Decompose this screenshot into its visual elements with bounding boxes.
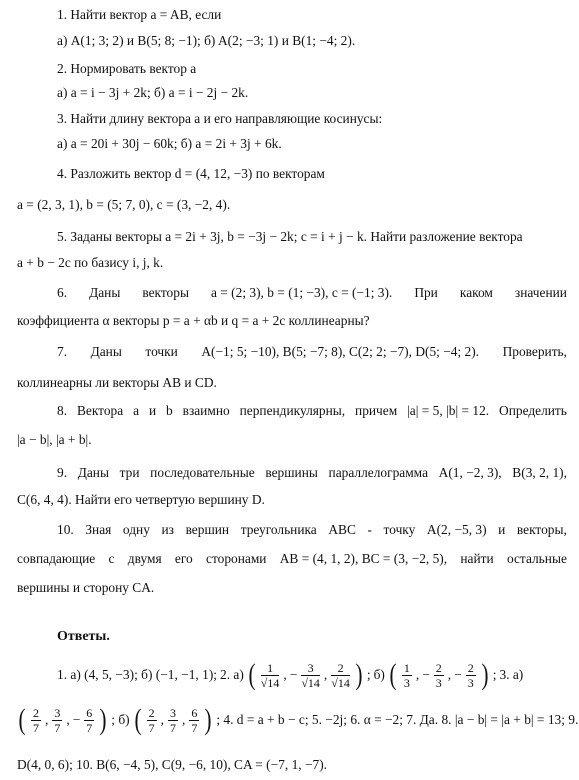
problem-10-line-1: 10. Зная одну из вершин треугольника ABC - точку A(2, −5, 3) и векторы, [57, 522, 567, 537]
fraction: $\frac{3}{√14}$ [301, 660, 320, 690]
problem-1-head: 1. Найти вектор a = AB, если [57, 7, 222, 22]
problem-5-line-1: 5. Заданы векторы a = 2i + 3j, b = −3j − 2k; c = i + j − k. Найти разложение вектора [57, 229, 523, 244]
problem-4-head: 4. Разложить вектор d = (4, 12, −3) по векторам [57, 166, 325, 181]
answers-title: Ответы. [57, 629, 110, 644]
fraction: $\frac{1}{3}$ [403, 660, 410, 690]
problem-4-vectors: a = (2, 3, 1), b = (5; 7, 0), c = (3, −2, 4). [17, 197, 231, 212]
fraction: $\frac{3}{7}$ [169, 705, 176, 735]
fraction: $\frac{2}{√14}$ [331, 660, 350, 690]
fraction: $\frac{6}{7}$ [86, 705, 93, 735]
answers-line-3: D(4, 0, 6); 10. B(6, −4, 5), C(9, −6, 10), CA = (−7, 1, −7). [17, 757, 328, 772]
problem-6-line-1: 6. Даны векторы a = (2; 3), b = (1; −3), c = (−1; 3). При каком значении [57, 285, 567, 300]
problem-10-line-3: вершины и сторону CA. [17, 580, 155, 595]
problem-2-variants: а) a = i − 3j + 2k; б) a = i − 2j − 2k. [57, 85, 249, 100]
problem-7-line-1: 7. Даны точки A(−1; 5; −10), B(5; −7; 8), C(2; 2; −7), D(5; −4; 2). Проверить, [57, 344, 567, 359]
answers-line-2: ( $\frac{2}{7}$ , $\frac{3}{7}$ , − $\frac{6}{7}$ ) ; б) ( $\frac{2}{7}$ , $\frac{3}{7}$ , $\frac{6}{7}$ ) ; 4. d = a + b − c; 5. −2j; 6. α = −2; 7. Да. 8. |a − b| = |a + b| = 13; 9. [18, 703, 579, 736]
fraction: $\frac{2}{7}$ [33, 705, 39, 735]
fraction: $\frac{1}{√14}$ [260, 660, 280, 690]
problem-8-line-1: 8. Вектора a и b взаимно перпендикулярны, причем |a| = 5, |b| = 12. Определить [57, 403, 567, 418]
problem-3-head: 3. Найти длину вектора a и его направляющие косинусы: [57, 111, 383, 126]
fraction: $\frac{6}{7}$ [191, 705, 198, 735]
problem-5-line-2: a + b − 2c по базису i, j, k. [17, 255, 164, 270]
problem-2-head: 2. Нормировать вектор a [57, 61, 197, 76]
answers-line-1: 1. а) (4, 5, −3); б) (−1, −1, 1); 2. а) ( $\frac{1}{√14}$ , − $\frac{3}{√14}$ , $\frac{2}{√14}$ ) ; б) ( $\frac{1}{3}$ , − $\frac{2}{3}$ , − $\frac{2}{3}$ ) ; 3. а) [57, 658, 524, 691]
problem-9-line-2: C(6, 4, 4). Найти его четвертую вершину D. [17, 492, 265, 507]
problem-9-line-1: 9. Даны три последовательные вершины параллелограмма A(1, −2, 3), B(3, 2, 1), [57, 465, 567, 480]
problem-6-line-2: коэффициента α векторы p = a + αb и q = a + 2c коллинеарны? [17, 313, 370, 328]
problem-1-variants: а) A(1; 3; 2) и B(5; 8; −1); б) A(2; −3; 1) и B(1; −4; 2). [57, 33, 356, 48]
fraction: $\frac{2}{7}$ [148, 705, 155, 735]
fraction: $\frac{2}{3}$ [435, 660, 442, 690]
problem-8-line-2: |a − b|, |a + b|. [17, 432, 92, 447]
fraction: $\frac{3}{7}$ [54, 705, 61, 735]
fraction: $\frac{2}{3}$ [467, 660, 474, 690]
problem-3-variants: а) a = 20i + 30j − 60k; б) a = 2i + 3j + 6k. [57, 136, 282, 151]
problem-7-line-2: коллинеарны ли векторы AB и CD. [17, 375, 217, 390]
problem-10-line-2: совпадающие с двумя его сторонами AB = (4, 1, 2), BC = (3, −2, 5), найти остальные [17, 551, 567, 566]
